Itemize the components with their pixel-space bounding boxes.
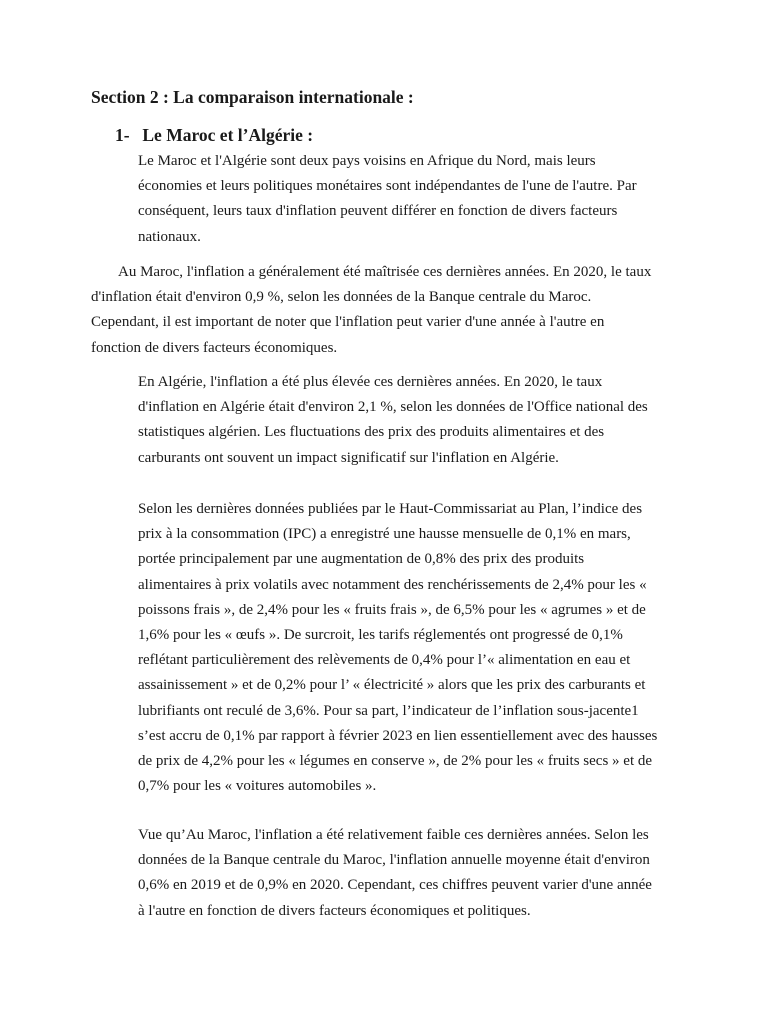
paragraph-algerie [138,370,648,471]
text-line: d'inflation en Algérie était d'environ 2,1 %, selon les données de l'Office national des [138,399,648,416]
section-title: Section 2 : La comparaison internationale : [91,87,414,107]
text-line: prix à la consommation (IPC) a enregistré une hausse mensuelle de 0,1% en mars, [138,526,631,543]
text-line: poissons frais », de 2,4% pour les « fruits frais », de 6,5% pour les « agrumes » et de [138,601,646,618]
text-line: Vue qu’Au Maroc, l'inflation a été relativement faible ces dernières années. Selon les [138,827,649,843]
text-line: à l'autre en fonction de divers facteurs économiques et politiques. [138,902,531,919]
paragraph-intro [138,149,637,250]
text-line: nationaux. [138,228,201,245]
text-line: 0,7% pour les « voitures automobiles ». [138,778,377,795]
text-line: fonction de divers facteurs économiques. [91,339,338,356]
text-line: carburants ont souvent un impact significatif sur l'inflation en Algérie. [138,449,559,466]
text-line: En Algérie, l'inflation a été plus élevée ces dernières années. En 2020, le taux [138,374,603,390]
subsection-number: 1- [115,125,130,145]
text-line: données de la Banque centrale du Maroc, l'inflation annuelle moyenne était d'environ [138,852,650,869]
text-line: Cependant, il est important de noter que l'inflation peut varier d'une année à l'autre en [91,314,605,331]
text-line: lubrifiants ont reculé de 3,6%. Pour sa part, l’indicateur de l’inflation sous-jacente1 [138,702,639,719]
text-line: portée principalement par une augmentation de 0,8% des prix des produits [138,551,585,568]
paragraph-maroc [91,260,651,361]
text-line: reflétant particulièrement des relèvements de 0,4% pour l’« alimentation en eau et [138,652,631,669]
text-line: conséquent, leurs taux d'inflation peuvent différer en fonction de divers facteurs [138,203,618,220]
text-line: Selon les dernières données publiées par le Haut-Commissariat au Plan, l’indice des [138,501,643,517]
subsection-heading [115,124,313,146]
text-line: Au Maroc, l'inflation a généralement été maîtrisée ces dernières années. En 2020, le taux [118,264,652,280]
text-line: Le Maroc et l'Algérie sont deux pays voisins en Afrique du Nord, mais leurs [138,153,596,169]
text-line: de prix de 4,2% pour les « légumes en conserve », de 2% pour les « fruits secs » et de [138,753,653,770]
subsection-title: Le Maroc et l’Algérie : [142,125,314,145]
text-line: économies et leurs politiques monétaires sont indépendantes de l'une de l'autre. Par [138,178,637,195]
text-line: d'inflation était d'environ 0,9 %, selon les données de la Banque centrale du Maroc. [91,289,592,306]
text-line: 1,6% pour les « œufs ». De surcroit, les tarifs réglementés ont progressé de 0,1% [138,627,623,644]
paragraph-conclusion [138,823,652,924]
text-line: 0,6% en 2019 et de 0,9% en 2020. Cependant, ces chiffres peuvent varier d'une année [138,877,652,894]
text-line: s’est accru de 0,1% par rapport à février 2023 en lien essentiellement avec des hausses [138,727,658,744]
text-line: alimentaires à prix volatils avec notamment des renchérissements de 2,4% pour les « [138,576,647,593]
text-line: statistiques algérien. Les fluctuations des prix des produits alimentaires et des [138,424,605,441]
paragraph-hcp-data [138,497,657,799]
text-line: assainissement » et de 0,2% pour l’ « électricité » alors que les prix des carburants et [138,677,646,694]
